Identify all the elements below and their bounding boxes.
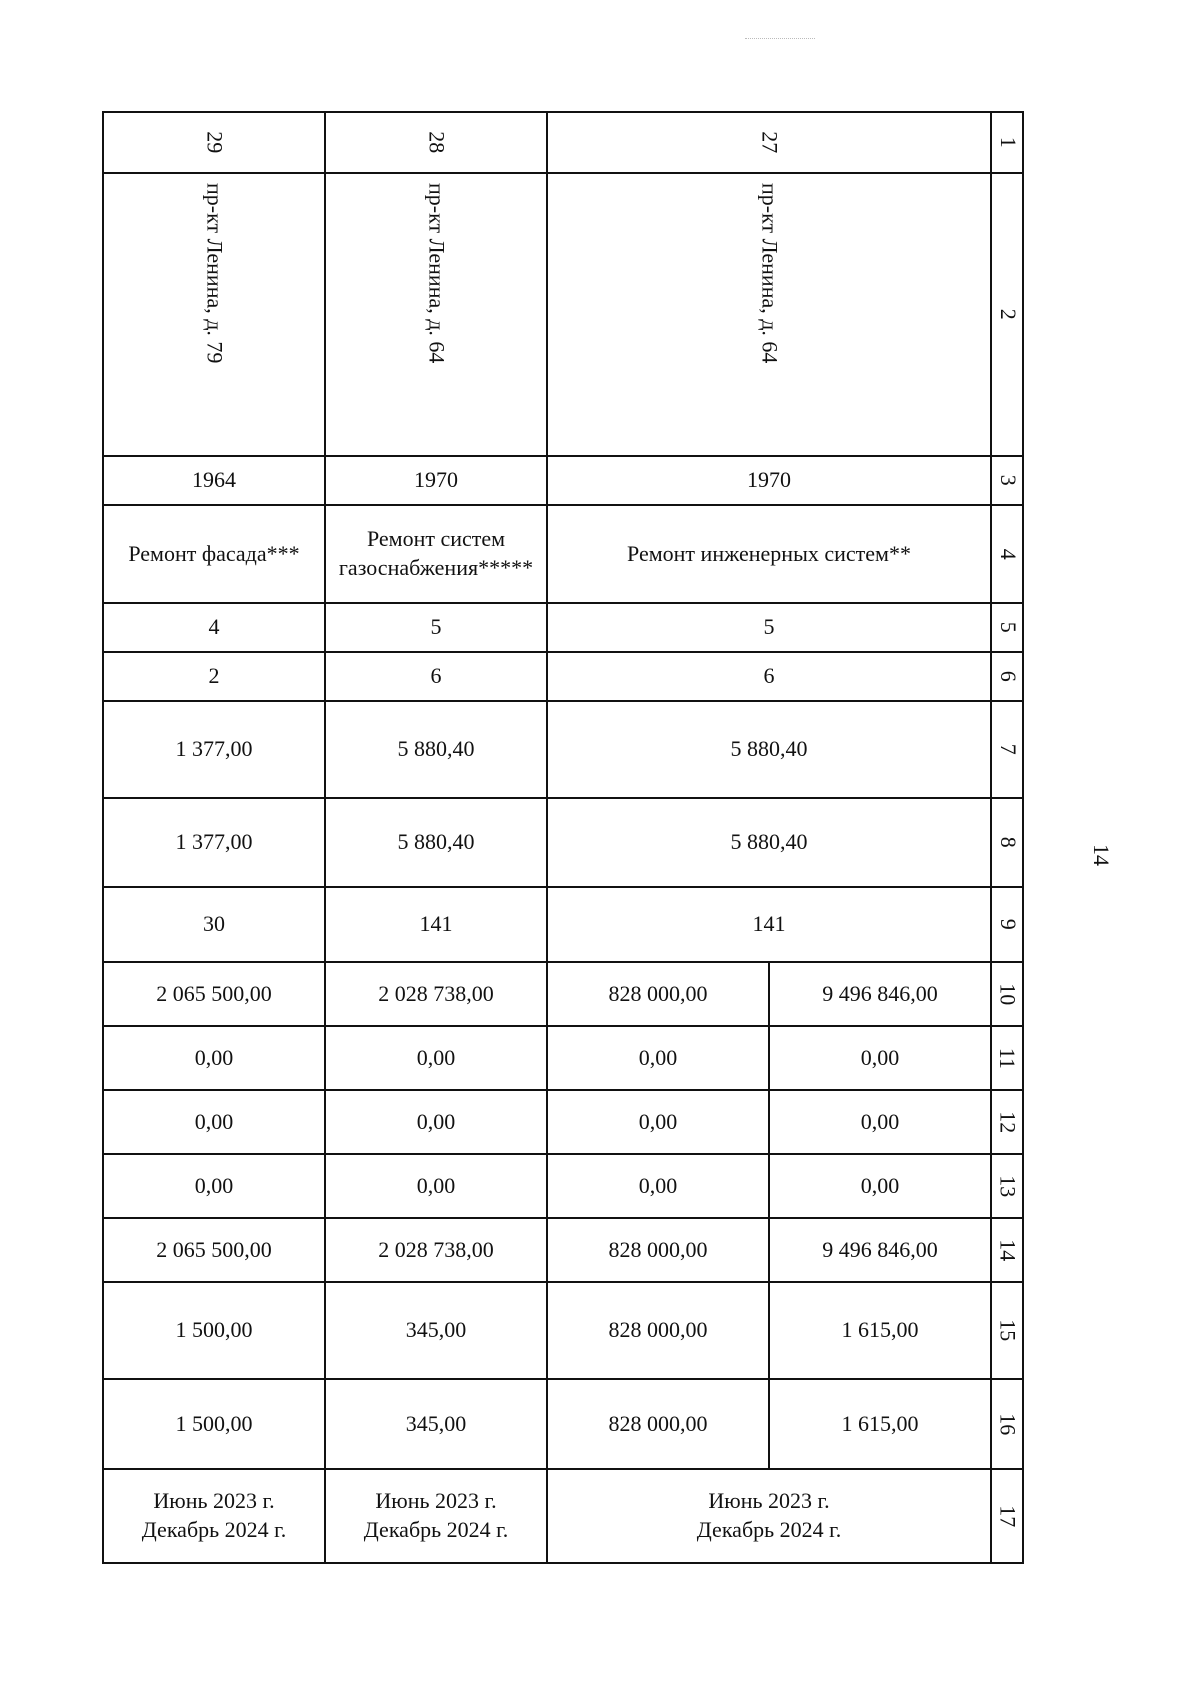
cell-year: 1970 bbox=[325, 456, 547, 505]
cell-value: 5 bbox=[325, 603, 547, 652]
table-row bbox=[103, 701, 1023, 798]
cell-value: 828 000,00 bbox=[547, 962, 769, 1026]
cell-value: 0,00 bbox=[769, 1090, 991, 1154]
cell-value: 5 880,40 bbox=[547, 798, 991, 887]
cell-address: пр-кт Ленина, д. 64 bbox=[547, 173, 991, 456]
cell-value: 828 000,00 bbox=[547, 1379, 769, 1469]
cell-value: 2 bbox=[103, 652, 325, 701]
column-number: 13 bbox=[991, 1154, 1023, 1218]
cell-value: 0,00 bbox=[103, 1154, 325, 1218]
cell-year: 1964 bbox=[103, 456, 325, 505]
table-row bbox=[103, 505, 1023, 603]
cell-value: 4 bbox=[103, 603, 325, 652]
cell-value: 1 377,00 bbox=[103, 798, 325, 887]
table-row bbox=[103, 1469, 1023, 1563]
cell-value: 1 615,00 bbox=[769, 1379, 991, 1469]
cell-value: 6 bbox=[547, 652, 991, 701]
scan-artifact bbox=[745, 38, 815, 42]
column-number: 14 bbox=[991, 1218, 1023, 1282]
column-number: 12 bbox=[991, 1090, 1023, 1154]
cell-num: 27 bbox=[547, 112, 991, 173]
cell-work-type: Ремонт фасада*** bbox=[103, 505, 325, 603]
column-number: 2 bbox=[991, 173, 1023, 456]
column-number: 8 bbox=[991, 798, 1023, 887]
column-number: 6 bbox=[991, 652, 1023, 701]
cell-value: 6 bbox=[325, 652, 547, 701]
cell-value: 0,00 bbox=[547, 1090, 769, 1154]
table-row bbox=[103, 112, 1023, 173]
column-number: 9 bbox=[991, 887, 1023, 962]
cell-value: 9 496 846,00 bbox=[769, 1218, 991, 1282]
cell-value: 2 028 738,00 bbox=[325, 962, 547, 1026]
cell-value: 2 065 500,00 bbox=[103, 1218, 325, 1282]
cell-value: 5 880,40 bbox=[547, 701, 991, 798]
column-number: 4 bbox=[991, 505, 1023, 603]
column-number: 16 bbox=[991, 1379, 1023, 1469]
cell-num: 29 bbox=[103, 112, 325, 173]
repair-schedule-table bbox=[102, 111, 1024, 1564]
page-number: 14 bbox=[1089, 844, 1114, 866]
table-row bbox=[103, 1282, 1023, 1379]
cell-value: 0,00 bbox=[325, 1026, 547, 1090]
cell-value: 5 880,40 bbox=[325, 701, 547, 798]
cell-year: 1970 bbox=[547, 456, 991, 505]
table-row bbox=[103, 652, 1023, 701]
column-number: 5 bbox=[991, 603, 1023, 652]
cell-value: 9 496 846,00 bbox=[769, 962, 991, 1026]
table-row bbox=[103, 603, 1023, 652]
cell-dates: Июнь 2023 г. Декабрь 2024 г. bbox=[547, 1469, 991, 1563]
cell-value: 0,00 bbox=[103, 1090, 325, 1154]
cell-value: 2 065 500,00 bbox=[103, 962, 325, 1026]
cell-work-type: Ремонт инженерных систем** bbox=[547, 505, 991, 603]
cell-num: 28 bbox=[325, 112, 547, 173]
cell-value: 0,00 bbox=[325, 1090, 547, 1154]
cell-value: 5 bbox=[547, 603, 991, 652]
cell-value: 1 500,00 bbox=[103, 1282, 325, 1379]
cell-value: 0,00 bbox=[547, 1026, 769, 1090]
table-row bbox=[103, 1026, 1023, 1090]
column-number: 15 bbox=[991, 1282, 1023, 1379]
table-row bbox=[103, 1379, 1023, 1469]
table-row bbox=[103, 1218, 1023, 1282]
cell-value: 0,00 bbox=[769, 1026, 991, 1090]
cell-address: пр-кт Ленина, д. 79 bbox=[103, 173, 325, 456]
cell-dates: Июнь 2023 г. Декабрь 2024 г. bbox=[325, 1469, 547, 1563]
cell-address: пр-кт Ленина, д. 64 bbox=[325, 173, 547, 456]
cell-value: 1 377,00 bbox=[103, 701, 325, 798]
cell-value: 2 028 738,00 bbox=[325, 1218, 547, 1282]
table-row bbox=[103, 1090, 1023, 1154]
column-number: 1 bbox=[991, 112, 1023, 173]
cell-value: 0,00 bbox=[325, 1154, 547, 1218]
cell-value: 5 880,40 bbox=[325, 798, 547, 887]
column-number: 11 bbox=[991, 1026, 1023, 1090]
table-row bbox=[103, 173, 1023, 456]
cell-value: 0,00 bbox=[103, 1026, 325, 1090]
column-number: 10 bbox=[991, 962, 1023, 1026]
cell-value: 0,00 bbox=[769, 1154, 991, 1218]
table-row bbox=[103, 456, 1023, 505]
column-number: 17 bbox=[991, 1469, 1023, 1563]
cell-value: 1 615,00 bbox=[769, 1282, 991, 1379]
cell-value: 828 000,00 bbox=[547, 1282, 769, 1379]
cell-value: 1 500,00 bbox=[103, 1379, 325, 1469]
table-row bbox=[103, 1154, 1023, 1218]
cell-value: 141 bbox=[325, 887, 547, 962]
cell-dates: Июнь 2023 г. Декабрь 2024 г. bbox=[103, 1469, 325, 1563]
cell-value: 345,00 bbox=[325, 1379, 547, 1469]
cell-value: 345,00 bbox=[325, 1282, 547, 1379]
cell-value: 30 bbox=[103, 887, 325, 962]
cell-value: 828 000,00 bbox=[547, 1218, 769, 1282]
table-row bbox=[103, 798, 1023, 887]
column-number: 7 bbox=[991, 701, 1023, 798]
table-row bbox=[103, 962, 1023, 1026]
cell-value: 141 bbox=[547, 887, 991, 962]
cell-value: 0,00 bbox=[547, 1154, 769, 1218]
column-number: 3 bbox=[991, 456, 1023, 505]
table-row bbox=[103, 887, 1023, 962]
cell-work-type: Ремонт систем газоснабжения***** bbox=[325, 505, 547, 603]
